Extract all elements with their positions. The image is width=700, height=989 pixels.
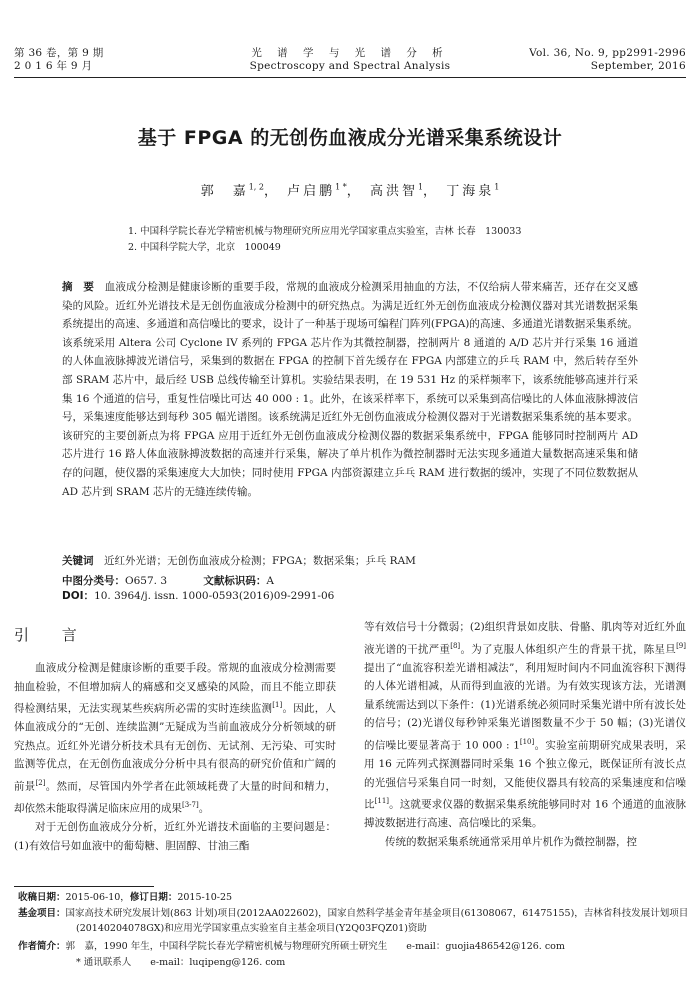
doc-code-label: 文献标识码：	[203, 575, 267, 587]
author-line	[0, 180, 700, 199]
abstract-text: 血液成分检测是健康诊断的重要手段，常规的血液成分检测采用抽血的方法，不仅给病人带来痛苦，还存在交叉感染的风险。近红外光谱技术是无创伤血液成分检测中的研究热点。为满足近红外无创伤血液成分检测仪器对其光谱数据采集系统提出的高速、多通道和高信噪比的要求，设计了一种基于现场可编程门阵列(FPGA)的高速、多通道光谱数据采集系统。该系统采用 Altera 公司 Cyclone IV 系列的 FPGA 芯片作为其微控制器，控制两片 8 通道的 A/D 芯片并行采集 16 通道的人体血液脉搏波光谱信号，采集到的数据在 FPGA 的控制下首先缓存在 FPGA 内部建立的乒乓 RAM 中，然后转存至外部 SRAM 芯片中，最后经 USB 总线传输至计算机。实验结果表明，在 19 531 Hz 的采样频率下，该系统能够高速并行采集 16 个通道的信号，重复性信噪比可达 40 000 : 1。此外，在该采样率下，系统可以采集到高信噪比的人体血液脉搏波信号，采集速度能够达到每秒 305 幅光谱图。该系统满足近红外无创伤血液成分检测仪器对于光谱数据采集系统的基本要求。该研究的主要创新点为将 FPGA 应用于近红外无创伤血液成分检测仪器的数据采集系统中，FPGA 能够同时控制两片 AD 芯片进行 16 路人体血液脉搏波数据的高速并行采集，解决了单片机作为微控制器时无法实现多通道大量数据高速采集和储存的问题，使仪器的采集速度大大加快；同时使用 FPGA 内部资源建立乒乓 RAM 进行数据的缓冲，实现了不同位数数据从 AD 芯片到 SRAM 芯片的无缝连续传输。	[62, 281, 639, 498]
clc-label: 中图分类号：	[62, 575, 125, 587]
citation: [8]	[450, 641, 461, 650]
author-separator: ，	[346, 184, 363, 199]
citation: [9]	[676, 641, 686, 650]
paragraph-text: 。实验室前期研究成果表明，采用 16 元阵列式探测器同时采集 16 个独立像元，既保证所有波长点的光强信号采集自同一时刻，又能使仪器具有较高的采集速度和信噪比	[364, 739, 686, 811]
paragraph-text: 。这就要求仪器的数据采集系统能够同时对 16 个通道的血液脉搏波数据进行高速、高信噪比的采集。	[364, 798, 686, 830]
doc-code-value: A	[266, 575, 274, 587]
keywords	[62, 553, 416, 568]
footnote-dates: 收稿日期：2015-06-10，修订日期：2015-10-25	[18, 892, 233, 903]
citation: [2]	[35, 779, 46, 788]
body-column-right	[364, 618, 686, 852]
author-name: 卢启鹏	[287, 184, 336, 199]
paragraph: 传统的数据采集系统通常采用单片机作为微控制器，控	[385, 836, 637, 849]
journal-name-en: Spectroscopy and Spectral Analysis	[249, 60, 451, 72]
footnote-author	[18, 939, 684, 954]
paragraph-text: 。为了克服人体组织产生的背景干扰，陈星旦	[460, 643, 677, 656]
body-column-left	[14, 659, 336, 855]
paragraph-text: 等有效信号十分微弱；(2)组织背景如皮肤、骨骼、肌肉等对近红外血液光谱的干扰严重	[364, 621, 686, 656]
author-affil-mark: 1	[494, 182, 500, 192]
author-bio: 郭 嘉，1990 年生，中国科学院长春光学精密机械与物理研究所硕士研究生	[65, 941, 388, 952]
received-label: 收稿日期：	[18, 892, 66, 903]
revised-date: 2015-10-25	[177, 892, 233, 903]
corresponding-label: * 通讯联系人	[76, 957, 132, 968]
header-volume-cn: 第 36 卷，第 9 期	[14, 47, 104, 59]
classification-line	[62, 573, 642, 603]
author-bio-label: 作者简介：	[18, 941, 66, 952]
footnote-rule	[14, 886, 154, 887]
paragraph-text: 。然而，尽管国内外学者在此领域耗费了大量的时间和精力，却依然未能取得满足临床应用的成果	[14, 780, 337, 815]
funding-text: 国家高技术研究发展计划(863 计划)项目(2012AA022602)，国家自然科学基金青年基金项目(61308067，61475155)，吉林省科技发展计划项目(20140204078GX)和应用光学国家重点实验室自主基金项目(Y2Q03FQZ01)资助	[65, 908, 689, 934]
footnote-corresponding	[18, 955, 700, 970]
header-volume	[14, 47, 104, 73]
author-name: 高洪智	[369, 184, 418, 199]
affiliation-1: 1. 中国科学院长春光学精密机械与物理研究所应用光学国家重点实验室，吉林 长春 130033	[128, 226, 522, 237]
citation: [1]	[272, 701, 283, 710]
footnote-funding	[18, 906, 700, 936]
paper-title: 基于 FPGA 的无创伤血液成分光谱采集系统设计	[137, 127, 563, 149]
paragraph	[14, 659, 336, 818]
author-affil-mark: 1	[417, 182, 424, 192]
author-affil-mark: 1 *	[335, 182, 347, 192]
keywords-label: 关键词	[62, 555, 94, 567]
section-heading-introduction: 引 言	[14, 626, 91, 644]
received-date: 2015-06-10	[65, 892, 121, 903]
paragraph-text: 。	[198, 802, 210, 815]
header-journal	[210, 47, 490, 73]
author-separator: ，	[423, 184, 440, 199]
clc-value: O657. 3	[125, 575, 168, 587]
funding-label: 基金项目：	[18, 908, 66, 919]
citation: [3-7]	[182, 801, 199, 810]
header-date-en: September, 2016	[590, 60, 686, 72]
paragraph: 对于无创伤血液成分分析，近红外光谱技术面临的主要问题是：(1)有效信号如血液中的葡萄糖、胆固醇、甘油三酯	[14, 821, 336, 852]
corresponding-email: e-mail：luqipeng@126. com	[150, 957, 286, 968]
abstract-label: 摘 要	[62, 281, 95, 293]
journal-name-cn: 光 谱 学 与 光 谱 分 析	[251, 47, 449, 59]
paragraph-text: 血液成分检测是健康诊断的重要手段。常规的血液成分检测需要抽血检验，不但增加病人的痛感和交叉感染的风险，而且不能立即获得检测结果，无法实现某些疾病所必需的实时连续监测	[14, 662, 336, 715]
doi-value: 10. 3964/j. issn. 1000-0593(2016)09-2991-06	[94, 590, 335, 602]
paragraph-text: 提出了“血流容积差光谱相减法”，利用短时间内不同血流容积下测得的人体光谱相减，从而得到血液的光谱。为有效实现该方法，光谱测量系统需达到以下条件：(1)光谱系统必须同时采集光谱中所有波长处的信号；(2)光谱仪每秒钟采集光谱图数量不少于 50 幅；(3)光谱仪的信噪比要显著高于 10 000 : 1	[364, 661, 686, 752]
header-volume-en	[529, 47, 686, 73]
keywords-text: 近红外光谱；无创伤血液成分检测；FPGA；数据采集；乒乓 RAM	[104, 555, 416, 567]
abstract	[62, 278, 638, 501]
citation: [10]	[519, 738, 535, 747]
author-separator: ，	[263, 184, 280, 199]
header-rule	[14, 77, 686, 78]
affiliation-2: 2. 中国科学院大学，北京 100049	[128, 242, 281, 253]
paragraph	[364, 618, 686, 833]
revised-label: 修订日期：	[129, 892, 178, 903]
author-name: 郭 嘉	[200, 184, 249, 199]
paragraph-text: 。因此，人体血液成分的“无创、连续监测”无疑成为当前血液成分分析领域的研究热点。近红外光谱分析技术具有无创伤、无试剂、无污染、可实时监测等优点，在无创伤血液成分分析中具有很高的研究价值和广阔的前景	[14, 702, 337, 793]
author-name: 丁海泉	[446, 184, 495, 199]
doi-label: DOI：	[62, 590, 95, 602]
author-email: e-mail：guojia486542@126. com	[406, 941, 565, 952]
header-pages-en: Vol. 36, No. 9, pp2991-2996	[529, 47, 686, 59]
author-affil-mark: 1, 2	[248, 182, 264, 192]
header-date-cn: 2 0 1 6 年 9 月	[14, 60, 93, 72]
citation: [11]	[374, 797, 390, 806]
